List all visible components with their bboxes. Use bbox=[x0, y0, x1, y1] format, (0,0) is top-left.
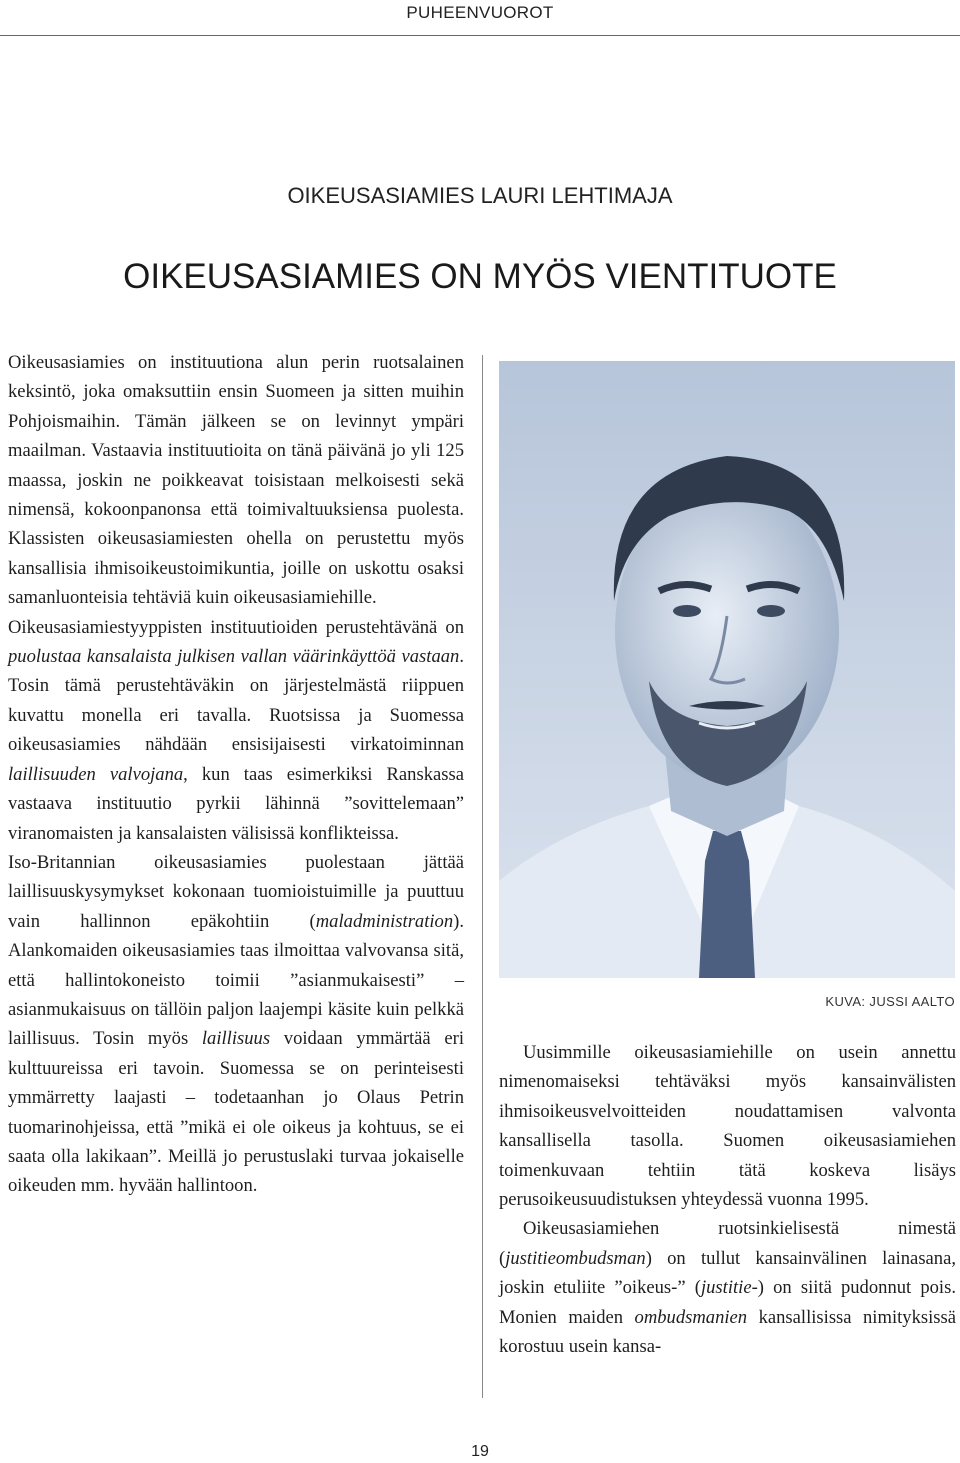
header-rule bbox=[0, 35, 960, 36]
left-column bbox=[8, 348, 464, 1201]
left-paragraph-3 bbox=[8, 848, 464, 1201]
text-run: Oikeusasiamiehen ruotsinkielisestä nimestä ( bbox=[499, 1218, 956, 1269]
emphasis-run: justitie- bbox=[700, 1277, 758, 1299]
text-run: Oikeusasiamiestyyppisten instituutioiden perustehtävänä on bbox=[8, 616, 464, 638]
portrait-illustration bbox=[499, 361, 955, 978]
text-run: , kun taas esimerkiksi Ranskassa vastaava instituutio pyrkii lähinnä ”sovittelemaan” viranomaisten ja kansalaisten välisissä konflikteissa. bbox=[8, 763, 464, 844]
text-run: . Tosin tämä perustehtäväkin on järjestelmästä riippuen kuvattu monella eri tavalla. Ruotsissa ja Suomessa oikeusasiamies nähdään ensisijaisesti virkatoiminnan bbox=[8, 646, 464, 756]
emphasis-run: puolustaa kansalaista julkisen vallan väärinkäyttöä vastaan bbox=[8, 646, 460, 668]
article-title: OIKEUSASIAMIES ON MYÖS VIENTITUOTE bbox=[123, 257, 837, 296]
text-run: voidaan ymmärtää eri kulttuureissa eri tavoin. Suomessa se on perinteisesti ymmärretty laajasti – todetaanhan jo Olaus Petrin tuomarinohjeissa, että ”mikä ei ole oikeus ja kohtuus, se ei saata olla lakikaan”. Meillä jo perustuslaki turvaa jokaiselle oikeuden mm. hyvään hallintoon. bbox=[8, 1028, 464, 1197]
section-label: PUHEENVUOROT bbox=[406, 3, 554, 22]
emphasis-run: ombudsmanien bbox=[634, 1306, 748, 1328]
author-kicker: OIKEUSASIAMIES LAURI LEHTIMAJA bbox=[287, 183, 673, 208]
text-run: ) on tullut kansainvälinen lainasana, joskin etuliite ”oikeus-” ( bbox=[499, 1247, 956, 1299]
emphasis-run: laillisuuden valvojana bbox=[8, 763, 184, 785]
right-paragraph-1: Uusimmille oikeusasiamiehille on usein annettu nimenomaiseksi tehtäväksi myös kansainvälisten ihmisoikeusvelvoitteiden noudattamisen valvonta kansallisella tasolla. Suomen oikeusasiamiehen toimenkuvaan tehtiin tätä koskeva lisäys perusoikeusuudistuksen yhteydessä vuonna 1995. bbox=[499, 1042, 956, 1211]
author-portrait bbox=[499, 361, 955, 978]
emphasis-run: justitieombudsman bbox=[505, 1247, 646, 1269]
right-column bbox=[499, 1038, 956, 1361]
text-run: ) on siitä pudonnut pois. Monien maiden bbox=[499, 1277, 956, 1328]
emphasis-run: laillisuus bbox=[201, 1028, 271, 1050]
emphasis-run: maladministration bbox=[315, 910, 454, 932]
page-number: 19 bbox=[471, 1443, 489, 1460]
text-run: kansallisissa nimityksissä korostuu usein kansa- bbox=[499, 1306, 956, 1358]
text-run: Iso-Britannian oikeusasiamies puolestaan jättää laillisuuskysymykset kokonaan tuomioistuimille ja puuttuu vain hallinnon epäkohtiin ( bbox=[8, 851, 464, 932]
left-paragraph-1: Oikeusasiamies on instituutiona alun perin ruotsalainen keksintö, joka omaksuttiin ensin Suomeen ja sitten muihin Pohjoismaihin. Tämän jälkeen se on levinnyt ympäri maailman. Vastaavia instituutioita on tänä päivänä jo yli 125 maassa, joskin ne poikkeavat toisistaan melkoisesti sekä nimensä, kokoonpanonsa että toimivaltuuksiensa puolesta. Klassisten oikeusasiamiesten ohella on perustettu myös kansallisia ihmisoikeustoimikuntia, joille on uskottu osaksi samanluonteisia tehtäviä kuin oikeusasiamiehille. bbox=[8, 352, 464, 609]
left-paragraph-2 bbox=[8, 613, 464, 848]
photo-credit: KUVA: JUSSI AALTO bbox=[825, 994, 955, 1009]
right-paragraph-2 bbox=[499, 1214, 956, 1361]
text-run: ). Alankomaiden oikeusasiamies taas ilmoittaa valvovansa sitä, että hallintokoneisto toimii ”asianmukaisesti” – asianmukaisuus on tällöin paljon laajempi käsite kuin pelkkä laillisuus. Tosin myös bbox=[8, 910, 464, 1050]
column-divider bbox=[482, 355, 483, 1398]
